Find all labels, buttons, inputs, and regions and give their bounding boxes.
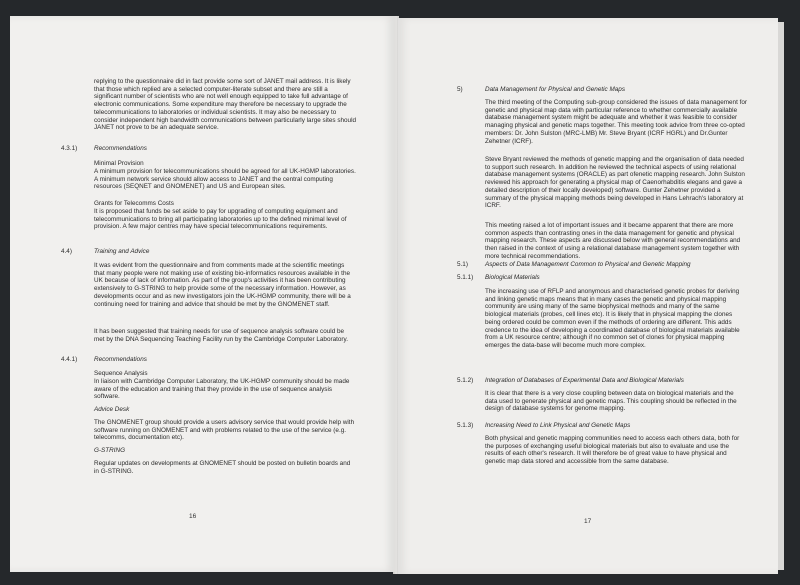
minimal-provision-heading: Minimal Provision — [94, 160, 144, 167]
section-5-title: Data Management for Physical and Genetic Maps — [485, 86, 625, 93]
training-paragraph: It was evident from the questionnaire and from comments made at the scientific meetings that many people were not making use of existing bio-informatics resources available in the UK because of lack of information. As part of the group's activities it has been contributing extensively to G-STRING to help provide some of the necessary information. However, as developments occur and as new investigators join the UK-HGMP community, there will be a continuing need for training and advice that should be met by the GNOMENET staff. — [94, 262, 351, 308]
page-edge — [778, 22, 784, 570]
section-4-4-1-number: 4.4.1) — [61, 356, 78, 363]
section-5-number: 5) — [457, 86, 463, 93]
sequence-analysis-text: In liaison with Cambridge Computer Laboratory, the UK-HGMP community should be made aware of the education and training that they provide in the use of sequence analysis software. — [94, 378, 350, 401]
grants-text: It is proposed that funds be set aside to pay for upgrading of computing equipment and telecommunications to bring all participating laboratories up to the defined minimal level of provision. A few major centres may have special telecommunications requirements. — [94, 208, 347, 231]
section-4-3-1-title: Recommendations — [94, 145, 147, 152]
integration-paragraph: It is clear that there is a very close coupling between data on biological materials and the data used to generate physical and genetic maps. This coupling should be reflected in the design of database systems for genome mapping. — [485, 390, 737, 413]
right-page — [398, 18, 778, 574]
g-string-heading: G-STRING — [94, 447, 126, 454]
biological-materials-paragraph: The increasing use of RFLP and anonymous and characterised genetic probes for deriving and linking genetic maps means that in many cases the genetic and physical mapping community are using many of the same biophysical methods and many of the same biological materials (probes, cell lines etc). It is likely that in physical mapping the clones being ordered could be common even if the methods of ordering are different. This adds credence to the idea of developing a coordinated database of biological materials available from a UK resource centre; although if no common set of clones for physical mapping emerges the data-base will become much more complex. — [485, 288, 740, 349]
section-4-3-1-number: 4.3.1) — [61, 145, 78, 152]
section-5-1-title: Aspects of Data Management Common to Physical and Genetic Mapping — [485, 261, 691, 268]
section-4-4-title: Training and Advice — [94, 248, 150, 255]
sequencing-facility-paragraph: It has been suggested that training needs for use of sequence analysis software could be met by the DNA Sequencing Teaching Facility run by the Cambridge Computer Laboratory. — [94, 328, 348, 343]
advice-desk-text: The GNOMENET group should provide a users advisory service that would provide help with software running on GNOMENET and with problems related to the use of the service (e.g. telecomms, documentation etc). — [94, 419, 355, 442]
data-management-paragraph-1: The third meeting of the Computing sub-group considered the issues of data management for genetic and physical map data with particular reference to whether commercially available database management system might be adequate and whether it was feasible to consider managing physical and genetic maps together. This meeting took advice from three co-opted members: Dr. John Sulston (MRC-LMB) Mr. Steve Bryant (ICRF HGRL) and Dr.Gunter Zehetner (ICRF). — [485, 99, 748, 145]
left-page — [10, 16, 395, 572]
advice-desk-heading: Advice Desk — [94, 406, 130, 413]
page-number-right: 17 — [584, 518, 592, 525]
section-5-1-2-title: Integration of Databases of Experimental Data and Biological Materials — [485, 377, 684, 384]
section-5-1-1-number: 5.1.1) — [457, 274, 474, 281]
section-4-4-number: 4.4) — [61, 248, 72, 255]
minimal-provision-text: A minimum provision for telecommunications should be agreed for all UK-HGMP laboratories. A minimum network service should allow access to JANET and the central computing resources (SEQNET and GNOMENET) and US and European sites. — [94, 168, 356, 191]
data-management-paragraph-2: Steve Bryant reviewed the methods of genetic mapping and the organisation of data needed to support such research. In addition he reviewed the technical aspects of using relational database management systems (ORACLE) as part ofenetic mapping research. John Sulston reviewed his approach for generating a physical map of Caenorhabditis elegans and gave a detailed description of their locally developed) software. Gunter Zehetner provided a summary of the physical mapping methods being developed in Hans Lehrach's laboratory at ICRF. — [485, 156, 745, 210]
section-5-1-3-number: 5.1.3) — [457, 422, 474, 429]
intro-paragraph: replying to the questionnaire did in fact provide some sort of JANET mail address. It is likely that those which replied are a selected computer-literate subset and there are still a significant number of scientists who are not well enough equipped to take full advantage of electronic communications. Some expenditure may therefore be necessary to upgrade the telecommunications to laboratories or individual scientists. It may also be necessary to consider independent high bandwidth communications between particularly large sites should JANET not prove to be an adequate service. — [94, 78, 357, 132]
sequence-analysis-heading: Sequence Analysis — [94, 370, 148, 377]
page-number-left: 16 — [189, 513, 197, 520]
section-5-1-3-title: Increasing Need to Link Physical and Genetic Maps — [485, 422, 631, 429]
section-4-4-1-title: Recommendations — [94, 356, 147, 363]
grants-heading: Grants for Telecomms Costs — [94, 200, 174, 207]
section-5-1-2-number: 5.1.2) — [457, 377, 474, 384]
g-string-text: Regular updates on developments at GNOMENET should be posted on bulletin boards and in G-STRING. — [94, 460, 351, 475]
linking-maps-paragraph: Both physical and genetic mapping communities need to access each others data, both for the purposes of exchanging useful biological materials but also to evaluate and use the results of each other's research. It will therefore be of great value to have physical and genetic map data stored and accessible from the same database. — [485, 435, 740, 466]
section-5-1-number: 5.1) — [457, 261, 468, 268]
section-5-1-1-title: Biological Materials — [485, 274, 540, 281]
data-management-paragraph-3: This meeting raised a lot of important issues and it became apparent that there are more common aspects than contrasting ones in the data management for genetic and physical mapping research. These aspects are discussed below with general recommendations and then raised in the context of using a relational database management system together with more technical recommendations. — [485, 222, 741, 260]
